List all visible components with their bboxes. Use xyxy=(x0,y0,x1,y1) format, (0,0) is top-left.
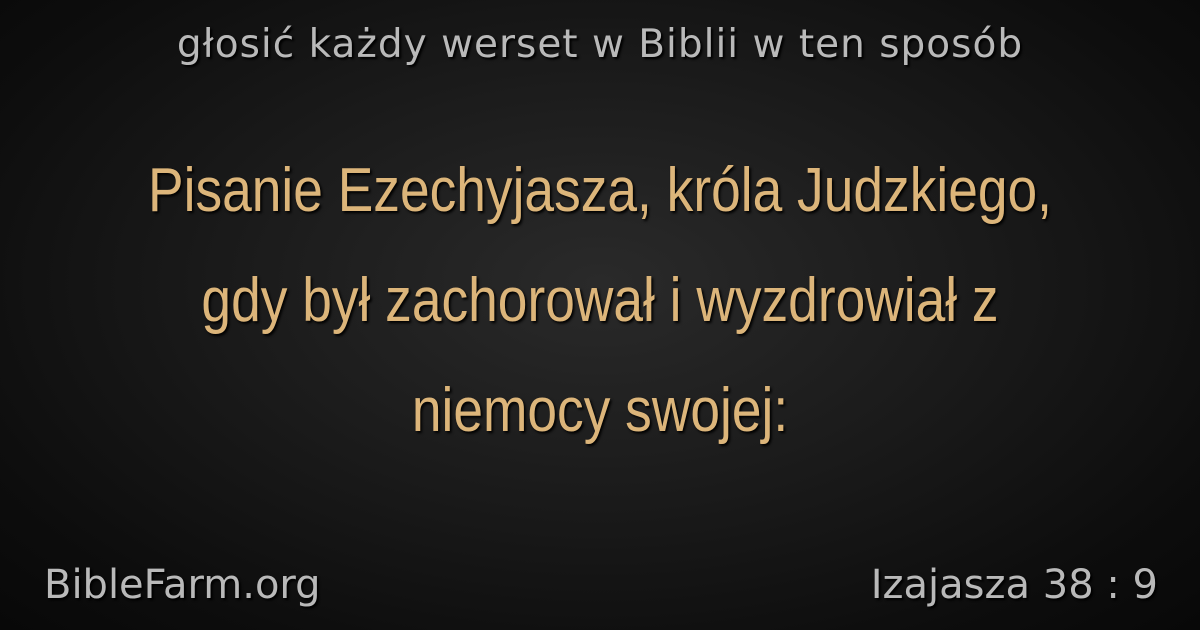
verse-reference: Izajasza 38 : 9 xyxy=(870,562,1158,608)
tagline: głosić każdy werset w Biblii w ten sposób xyxy=(176,22,1024,67)
verse-text: Pisanie Ezechyjasza, króla Judzkiego, gdy był zachorował i wyzdrowiał z niemocy swojej: xyxy=(148,156,1052,445)
site-name: BibleFarm.org xyxy=(44,562,321,608)
